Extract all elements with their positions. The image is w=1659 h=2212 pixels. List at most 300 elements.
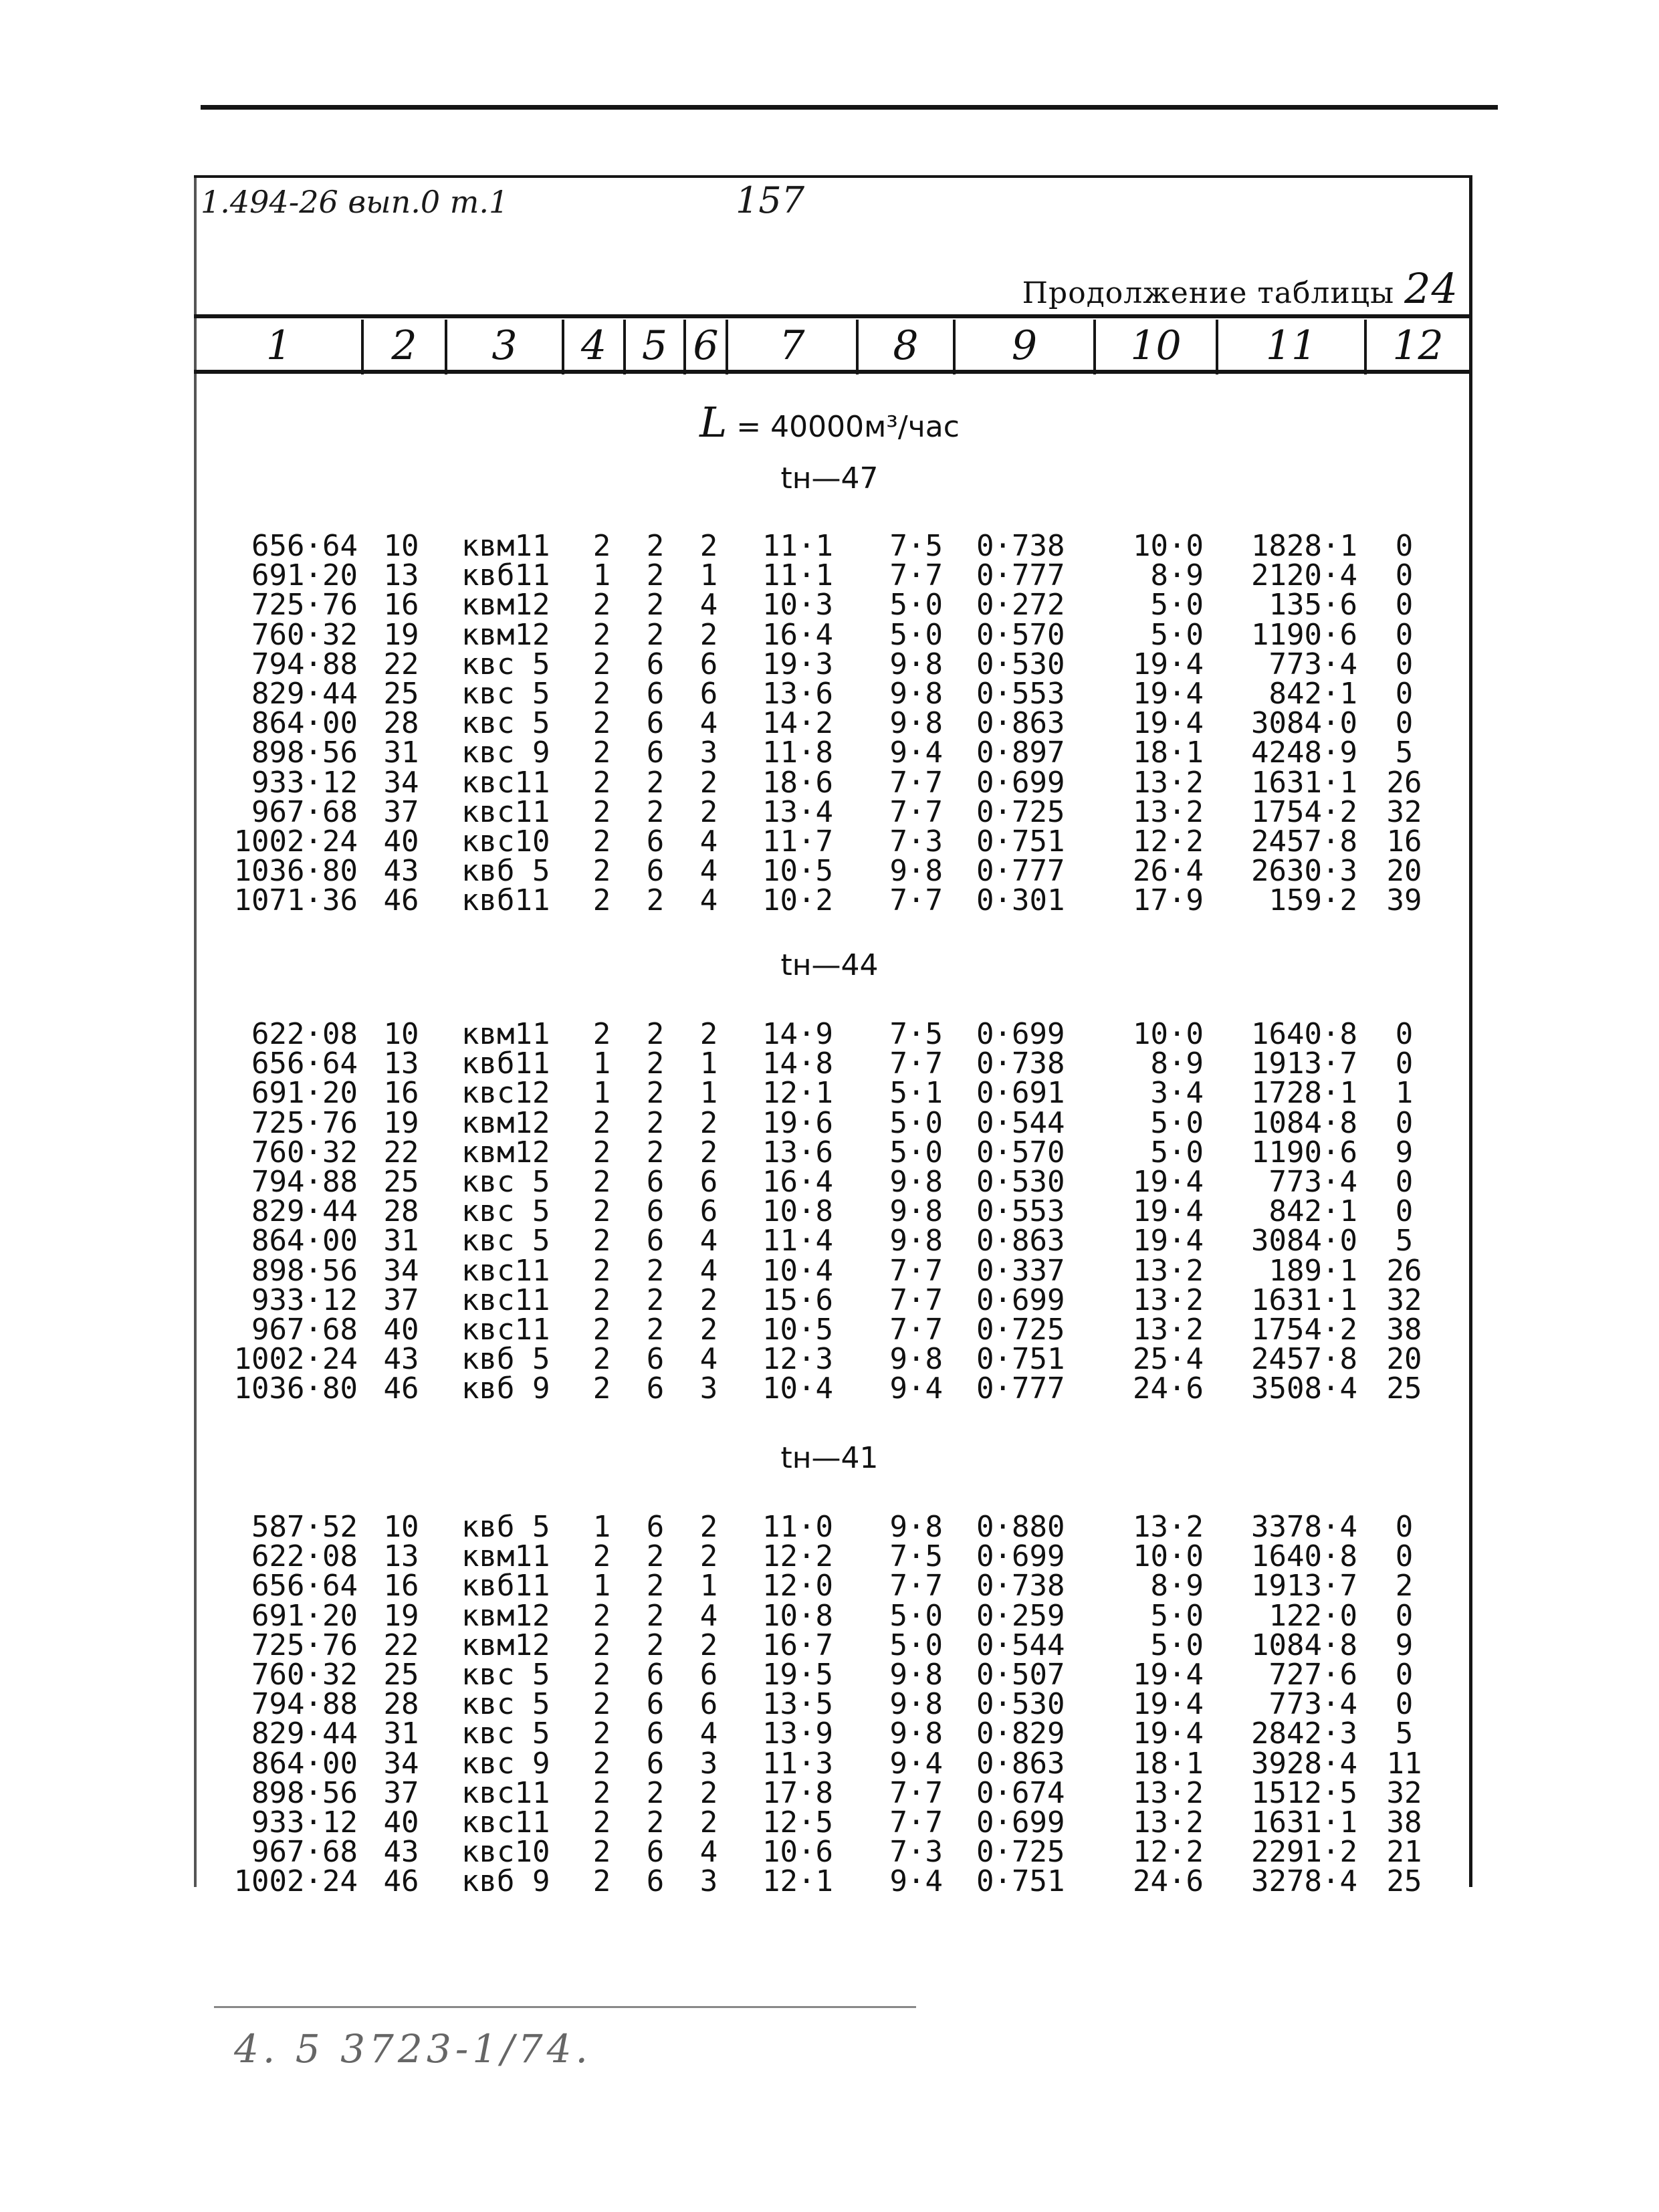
col9-value: 0·337 [976, 1253, 1065, 1288]
col12-value: 39 [1386, 883, 1422, 918]
equipment-code: квс 9 [461, 1746, 550, 1781]
col10-value: 13·2 [1133, 1775, 1204, 1810]
col6-value: 6 [699, 677, 718, 711]
equipment-code: квс11 [461, 1253, 550, 1288]
col6-value: 4 [699, 1253, 718, 1288]
col6-value: 2 [699, 1628, 718, 1662]
equipment-code: квб 5 [461, 1510, 550, 1544]
table-row [0, 883, 1659, 918]
equipment-code: квб 5 [461, 854, 550, 889]
col6-value: 3 [699, 1371, 718, 1406]
col2-value: 43 [383, 854, 419, 889]
col5-value: 6 [646, 736, 665, 770]
table-title [1022, 264, 1458, 313]
col10-value: 8·9 [1150, 1569, 1204, 1603]
col6-value: 6 [699, 1165, 718, 1199]
col7-value: 12·1 [762, 1076, 833, 1111]
column-header: 7 [779, 322, 805, 369]
col10-value: 17·9 [1133, 883, 1204, 918]
section-title: tн—41 [780, 1441, 879, 1475]
equipment-code: квс 5 [461, 1194, 550, 1229]
table-row [0, 679, 1659, 709]
col12-value: 0 [1395, 1165, 1414, 1199]
equipment-code: квб 5 [461, 1342, 550, 1377]
table-row [0, 765, 1659, 800]
table-row [0, 1226, 1659, 1256]
equipment-code: квб11 [461, 1046, 550, 1081]
col10-value: 5·0 [1150, 1135, 1204, 1170]
col9-value: 0·863 [976, 706, 1065, 741]
col6-value: 2 [699, 1539, 718, 1574]
col2-value: 25 [383, 677, 419, 711]
equipment-code: квс11 [461, 794, 550, 829]
col8-value: 9·4 [889, 1746, 943, 1781]
col9-value: 0·777 [976, 558, 1065, 593]
col4-value: 1 [592, 1510, 611, 1544]
table-row [0, 1539, 1659, 1574]
flow-value: 829·44 [251, 1194, 358, 1229]
flow-value: 1036·80 [233, 1371, 358, 1406]
col7-value: 12·5 [762, 1805, 833, 1840]
equipment-code: квс11 [461, 1283, 550, 1317]
equipment-code: квб11 [461, 883, 550, 918]
col6-value: 1 [699, 1569, 718, 1603]
col10-value: 8·9 [1150, 558, 1204, 593]
table-row [0, 1864, 1659, 1899]
col6-value: 3 [699, 1864, 718, 1899]
col7-value: 19·5 [762, 1658, 833, 1692]
flow-value: 1071·36 [233, 883, 358, 918]
col2-value: 25 [383, 1165, 419, 1199]
col6-value: 4 [699, 706, 718, 741]
col12-value: 0 [1395, 1658, 1414, 1692]
col11-value: 3928·4 [1251, 1746, 1357, 1781]
col8-value: 7·5 [889, 1539, 943, 1574]
col4-value: 2 [592, 1717, 611, 1751]
col12-value: 38 [1386, 1805, 1422, 1840]
table-row [0, 1342, 1659, 1377]
col11-value: 2842·3 [1251, 1717, 1357, 1751]
col7-value: 10·2 [762, 883, 833, 918]
table-row [0, 1687, 1659, 1722]
equipment-code: квс11 [461, 1775, 550, 1810]
col12-value: 5 [1395, 1224, 1414, 1258]
col5-value: 2 [646, 1598, 665, 1633]
col12-value: 20 [1386, 854, 1422, 889]
col11-value: 1754·2 [1251, 1313, 1357, 1347]
equipment-code: квс 5 [461, 677, 550, 711]
table-row [0, 1598, 1659, 1633]
col7-value: 10·8 [762, 1598, 833, 1633]
col8-value: 9·4 [889, 1371, 943, 1406]
col9-value: 0·530 [976, 1687, 1065, 1722]
col9-value: 0·570 [976, 1135, 1065, 1170]
col10-value: 24·6 [1133, 1371, 1204, 1406]
flow-value: 1036·80 [233, 854, 358, 889]
col4-value: 2 [592, 1687, 611, 1722]
col8-value: 9·8 [889, 1342, 943, 1377]
col10-value: 5·0 [1150, 1598, 1204, 1633]
col8-value: 7·3 [889, 1835, 943, 1870]
col4-value: 2 [592, 1165, 611, 1199]
col12-value: 0 [1395, 1105, 1414, 1140]
col5-value: 6 [646, 1224, 665, 1258]
equipment-code: квм12 [461, 1598, 550, 1633]
col7-value: 13·4 [762, 794, 833, 829]
col4-value: 2 [592, 883, 611, 918]
equipment-code: квс 5 [461, 1717, 550, 1751]
col11-value: 773·4 [1268, 647, 1357, 681]
col7-value: 14·2 [762, 706, 833, 741]
col12-value: 0 [1395, 1598, 1414, 1633]
col7-value: 11·1 [762, 558, 833, 593]
col10-value: 19·4 [1133, 677, 1204, 711]
col6-value: 6 [699, 1194, 718, 1229]
col7-value: 16·4 [762, 617, 833, 652]
col12-value: 26 [1386, 765, 1422, 800]
col4-value: 2 [592, 1253, 611, 1288]
col9-value: 0·570 [976, 617, 1065, 652]
col12-value: 38 [1386, 1313, 1422, 1347]
equipment-code: квм12 [461, 617, 550, 652]
flow-value: 760·32 [251, 617, 358, 652]
footer-line [214, 2006, 916, 2008]
col4-value: 2 [592, 1628, 611, 1662]
col2-value: 34 [383, 1746, 419, 1781]
col6-value: 2 [699, 617, 718, 652]
col10-value: 5·0 [1150, 617, 1204, 652]
flow-value: 622·08 [251, 1017, 358, 1051]
col8-value: 7·7 [889, 765, 943, 800]
col4-value: 2 [592, 706, 611, 741]
col4-value: 2 [592, 1539, 611, 1574]
col11-value: 1640·8 [1251, 1017, 1357, 1051]
equipment-code: квм12 [461, 1628, 550, 1662]
col6-value: 3 [699, 1746, 718, 1781]
column-header: 3 [491, 322, 518, 369]
col4-value: 2 [592, 1864, 611, 1899]
flow-value: 691·20 [251, 558, 358, 593]
col11-value: 2457·8 [1251, 1342, 1357, 1377]
column-header: 4 [580, 322, 607, 369]
col9-value: 0·725 [976, 794, 1065, 829]
col2-value: 40 [383, 1805, 419, 1840]
col6-value: 4 [699, 883, 718, 918]
col5-value: 2 [646, 1017, 665, 1051]
equipment-code: квс11 [461, 1313, 550, 1347]
col12-value: 0 [1395, 706, 1414, 741]
col4-value: 1 [592, 1046, 611, 1081]
col7-value: 11·0 [762, 1510, 833, 1544]
col6-value: 1 [699, 558, 718, 593]
col9-value: 0·751 [976, 824, 1065, 859]
col7-value: 10·8 [762, 1194, 833, 1229]
col2-value: 13 [383, 1539, 419, 1574]
col11-value: 773·4 [1268, 1165, 1357, 1199]
col11-value: 1631·1 [1251, 1283, 1357, 1317]
col6-value: 6 [699, 1687, 718, 1722]
col11-value: 1913·7 [1251, 1569, 1357, 1603]
col9-value: 0·725 [976, 1313, 1065, 1347]
col8-value: 7·7 [889, 794, 943, 829]
col5-value: 6 [646, 1342, 665, 1377]
col7-value: 10·4 [762, 1253, 833, 1288]
col10-value: 24·6 [1133, 1864, 1204, 1899]
col6-value: 4 [699, 824, 718, 859]
col5-value: 6 [646, 1864, 665, 1899]
col6-value: 4 [699, 1835, 718, 1870]
col9-value: 0·699 [976, 765, 1065, 800]
col4-value: 1 [592, 1076, 611, 1111]
col4-value: 2 [592, 1105, 611, 1140]
col9-value: 0·674 [976, 1775, 1065, 1810]
page-number: 157 [736, 179, 805, 221]
col10-value: 10·0 [1133, 1539, 1204, 1574]
col11-value: 1084·8 [1251, 1105, 1357, 1140]
col4-value: 2 [592, 794, 611, 829]
col11-value: 1631·1 [1251, 765, 1357, 800]
flow-value: 794·88 [251, 647, 358, 681]
col6-value: 2 [699, 529, 718, 563]
col8-value: 5·1 [889, 1076, 943, 1111]
col2-value: 31 [383, 736, 419, 770]
col10-value: 19·4 [1133, 647, 1204, 681]
col6-value: 4 [699, 588, 718, 623]
equipment-code: квм12 [461, 588, 550, 623]
col10-value: 13·2 [1133, 1313, 1204, 1347]
col11-value: 189·1 [1268, 1253, 1357, 1288]
col5-value: 6 [646, 1658, 665, 1692]
col11-value: 842·1 [1268, 1194, 1357, 1229]
col7-value: 11·3 [762, 1746, 833, 1781]
col8-value: 7·5 [889, 529, 943, 563]
col12-value: 9 [1395, 1135, 1414, 1170]
col7-value: 19·6 [762, 1105, 833, 1140]
col8-value: 7·7 [889, 883, 943, 918]
column-header: 10 [1130, 322, 1182, 369]
col8-value: 9·8 [889, 1224, 943, 1258]
col9-value: 0·530 [976, 1165, 1065, 1199]
col10-value: 13·2 [1133, 1805, 1204, 1840]
col9-value: 0·738 [976, 1046, 1065, 1081]
col8-value: 7·7 [889, 1046, 943, 1081]
col8-value: 7·7 [889, 1253, 943, 1288]
col7-value: 12·3 [762, 1342, 833, 1377]
flow-value: 1002·24 [233, 1342, 358, 1377]
col9-value: 0·553 [976, 1194, 1065, 1229]
col12-value: 25 [1386, 1864, 1422, 1899]
table-row [0, 1746, 1659, 1781]
col10-value: 13·2 [1133, 794, 1204, 829]
flow-value: 829·44 [251, 677, 358, 711]
col12-value: 26 [1386, 1253, 1422, 1288]
col8-value: 9·8 [889, 1194, 943, 1229]
flow-value: 1002·24 [233, 824, 358, 859]
col11-value: 1512·5 [1251, 1775, 1357, 1810]
col12-value: 0 [1395, 1017, 1414, 1051]
col9-value: 0·301 [976, 883, 1065, 918]
col4-value: 2 [592, 617, 611, 652]
col6-value: 2 [699, 1510, 718, 1544]
col2-value: 40 [383, 824, 419, 859]
col11-value: 2291·2 [1251, 1835, 1357, 1870]
col8-value: 5·0 [889, 1135, 943, 1170]
col2-value: 43 [383, 1342, 419, 1377]
flow-value: 691·20 [251, 1076, 358, 1111]
col12-value: 16 [1386, 824, 1422, 859]
flow-value: 864·00 [251, 1746, 358, 1781]
col11-value: 842·1 [1268, 677, 1357, 711]
table-row [0, 854, 1659, 889]
col12-value: 5 [1395, 1717, 1414, 1751]
col10-value: 19·4 [1133, 1224, 1204, 1258]
col9-value: 0·544 [976, 1105, 1065, 1140]
flow-value: 967·68 [251, 794, 358, 829]
col7-value: 11·1 [762, 529, 833, 563]
col11-value: 1728·1 [1251, 1076, 1357, 1111]
col6-value: 1 [699, 1076, 718, 1111]
column-header: 6 [693, 322, 719, 369]
col7-value: 12·2 [762, 1539, 833, 1574]
col12-value: 25 [1386, 1371, 1422, 1406]
col9-value: 0·777 [976, 1371, 1065, 1406]
col8-value: 7·7 [889, 1775, 943, 1810]
col5-value: 2 [646, 1775, 665, 1810]
table-row [0, 1510, 1659, 1544]
col10-value: 19·4 [1133, 1194, 1204, 1229]
table-row [0, 1194, 1659, 1229]
col2-value: 46 [383, 1371, 419, 1406]
table-row [0, 1253, 1659, 1288]
col8-value: 7·3 [889, 824, 943, 859]
col8-value: 7·7 [889, 1313, 943, 1347]
col4-value: 1 [592, 558, 611, 593]
col2-value: 13 [383, 558, 419, 593]
equipment-code: квс 9 [461, 736, 550, 770]
col12-value: 11 [1386, 1746, 1422, 1781]
flow-value: 725·76 [251, 1105, 358, 1140]
footer-stamp: 4. 5 3723-1/74. [234, 2026, 592, 2072]
equipment-code: квс11 [461, 765, 550, 800]
col11-value: 773·4 [1268, 1687, 1357, 1722]
col4-value: 2 [592, 1135, 611, 1170]
col9-value: 0·553 [976, 677, 1065, 711]
col10-value: 25·4 [1133, 1342, 1204, 1377]
col2-value: 34 [383, 1253, 419, 1288]
col5-value: 2 [646, 558, 665, 593]
col6-value: 1 [699, 1046, 718, 1081]
col7-value: 11·4 [762, 1224, 833, 1258]
col2-value: 46 [383, 883, 419, 918]
equipment-code: квс10 [461, 824, 550, 859]
col2-value: 19 [383, 1598, 419, 1633]
col10-value: 5·0 [1150, 1105, 1204, 1140]
col7-value: 12·1 [762, 1864, 833, 1899]
col5-value: 2 [646, 1539, 665, 1574]
col5-value: 2 [646, 1313, 665, 1347]
col10-value: 10·0 [1133, 529, 1204, 563]
flow-value: 587·52 [251, 1510, 358, 1544]
col10-value: 19·4 [1133, 1687, 1204, 1722]
table-row [0, 588, 1659, 623]
col7-value: 10·4 [762, 1371, 833, 1406]
flow-value: 691·20 [251, 1598, 358, 1633]
col5-value: 6 [646, 1717, 665, 1751]
col10-value: 12·2 [1133, 1835, 1204, 1870]
col4-value: 2 [592, 677, 611, 711]
col7-value: 15·6 [762, 1283, 833, 1317]
col12-value: 0 [1395, 1539, 1414, 1574]
col10-value: 13·2 [1133, 1510, 1204, 1544]
col2-value: 25 [383, 1658, 419, 1692]
col2-value: 16 [383, 1076, 419, 1111]
equipment-code: квм12 [461, 1105, 550, 1140]
col12-value: 1 [1395, 1076, 1414, 1111]
col6-value: 4 [699, 1224, 718, 1258]
flow-value: 898·56 [251, 736, 358, 770]
col9-value: 0·691 [976, 1076, 1065, 1111]
col10-value: 3·4 [1150, 1076, 1204, 1111]
col4-value: 2 [592, 854, 611, 889]
col6-value: 2 [699, 765, 718, 800]
equipment-code: квс 5 [461, 1224, 550, 1258]
col4-value: 2 [592, 1835, 611, 1870]
flow-value: 898·56 [251, 1775, 358, 1810]
col9-value: 0·897 [976, 736, 1065, 770]
table-row [0, 617, 1659, 652]
continuation-label: Продолжение таблицы [1022, 276, 1395, 310]
col8-value: 9·8 [889, 677, 943, 711]
col11-value: 3378·4 [1251, 1510, 1357, 1544]
col11-value: 3084·0 [1251, 1224, 1357, 1258]
col6-value: 2 [699, 794, 718, 829]
col6-value: 2 [699, 1775, 718, 1810]
col2-value: 28 [383, 1687, 419, 1722]
col6-value: 2 [699, 1135, 718, 1170]
col9-value: 0·699 [976, 1805, 1065, 1840]
col12-value: 0 [1395, 1510, 1414, 1544]
col12-value: 0 [1395, 588, 1414, 623]
flow-value: 656·64 [251, 529, 358, 563]
equipment-code: квм12 [461, 1135, 550, 1170]
col6-value: 4 [699, 1717, 718, 1751]
col4-value: 2 [592, 1283, 611, 1317]
section-title: tн—47 [780, 461, 879, 495]
col6-value: 2 [699, 1105, 718, 1140]
col4-value: 1 [592, 1569, 611, 1603]
flow-value: 933·12 [251, 1283, 358, 1317]
col5-value: 2 [646, 1628, 665, 1662]
flow-value: 794·88 [251, 1687, 358, 1722]
col2-value: 31 [383, 1224, 419, 1258]
col5-value: 2 [646, 1283, 665, 1317]
table-row [0, 1017, 1659, 1051]
header-top-rule [194, 314, 1472, 318]
col4-value: 2 [592, 647, 611, 681]
col8-value: 7·7 [889, 1569, 943, 1603]
flow-value: 1002·24 [233, 1864, 358, 1899]
col11-value: 4248·9 [1251, 736, 1357, 770]
flow-value: 725·76 [251, 588, 358, 623]
col4-value: 2 [592, 1746, 611, 1781]
col8-value: 9·8 [889, 647, 943, 681]
table-row [0, 794, 1659, 829]
equipment-code: квб11 [461, 558, 550, 593]
col2-value: 28 [383, 706, 419, 741]
equipment-code: квс 5 [461, 647, 550, 681]
col2-value: 19 [383, 617, 419, 652]
equipment-code: квс 5 [461, 1165, 550, 1199]
